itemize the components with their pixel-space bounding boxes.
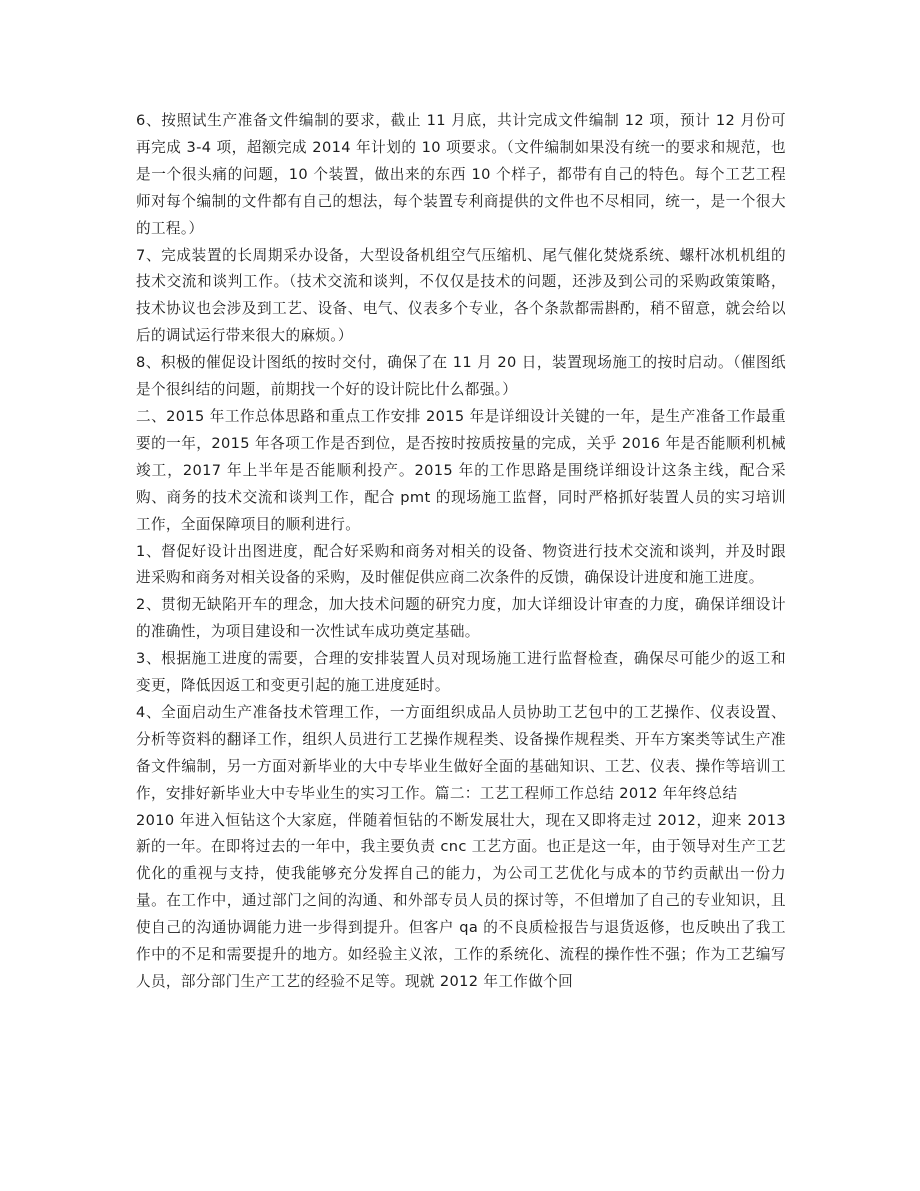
paragraph-item-6: 6、按照试生产准备文件编制的要求，截止 11 月底，共计完成文件编制 12 项，预计 12 月份可再完成 3-4 项，超额完成 2014 年计划的 10 项要求。（文件编制如果没有统一的要求和规范，也是一个很头痛的问题，10 个装置，做出来的东西 10 个样子，都带有自己的特色。每个工艺工程师对每个编制的文件都有自己的想法，每个装置专利商提供的文件也不尽相同，统一，是一个很大的工程。） — [136, 112, 786, 237]
paragraph-plan-4: 4、全面启动生产准备技术管理工作，一方面组织成品人员协助工艺包中的工艺操作、仪表设置、分析等资料的翻译工作，组织人员进行工艺操作规程类、设备操作规程类、开车方案类等试生产准备文件编制，另一方面对新毕业的大中专毕业生做好全面的基础知识、工艺、仪表、操作等培训工作，安排好新毕业大中专毕业生的实习工作。篇二：工艺工程师工作总结 2012 年年终总结 — [136, 703, 786, 802]
paragraph-item-7: 7、完成装置的长周期采办设备，大型设备机组空气压缩机、尾气催化焚烧系统、螺杆冰机机组的技术交流和谈判工作。（技术交流和谈判，不仅仅是技术的问题，还涉及到公司的采购政策策略，技术协议也会涉及到工艺、设备、电气、仪表多个专业，各个条款都需斟酌，稍不留意，就会给以后的调试运行带来很大的麻烦。） — [136, 246, 786, 345]
paragraph-summary-2012: 2010 年进入恒钻这个大家庭，伴随着恒钻的不断发展壮大，现在又即将走过 2012，迎来 2013 新的一年。在即将过去的一年中，我主要负责 cnc 工艺方面。也正是这一年，由于领导对生产工艺优化的重视与支持，使我能够充分发挥自己的能力，为公司工艺优化与成本的节约贡献出一份力量。在工作中，通过部门之间的沟通、和外部专员人员的探讨等，不但增加了自己的专业知识，且使自己的沟通协调能力进一步得到提升。但客户 qa 的不良质检报告与退货返修，也反映出了我工作中的不足和需要提升的地方。如经验主义浓，工作的系统化、流程的操作性不强；作为工艺编写人员，部分部门生产工艺的经验不足等。现就 2012 年工作做个回 — [136, 811, 786, 990]
paragraph-plan-2: 2、贯彻无缺陷开车的理念，加大技术问题的研究力度，加大详细设计审查的力度，确保详细设计的准确性，为项目建设和一次性试车成功奠定基础。 — [136, 596, 786, 641]
paragraph-plan-1: 1、督促好设计出图进度，配合好采购和商务对相关的设备、物资进行技术交流和谈判，并及时跟进采购和商务对相关设备的采购，及时催促供应商二次条件的反馈，确保设计进度和施工进度。 — [136, 542, 786, 587]
paragraph-plan-3: 3、根据施工进度的需要，合理的安排装置人员对现场施工进行监督检查，确保尽可能少的返工和变更，降低因返工和变更引起的施工进度延时。 — [136, 650, 786, 695]
paragraph-item-8: 8、积极的催促设计图纸的按时交付，确保了在 11 月 20 日，装置现场施工的按时启动。（催图纸是个很纠结的问题，前期找一个好的设计院比什么都强。） — [136, 354, 786, 399]
document-body — [136, 108, 786, 996]
section-heading-2015-plan: 二、2015 年工作总体思路和重点工作安排 2015 年是详细设计关键的一年，是生产准备工作最重要的一年，2015 年各项工作是否到位，是否按时按质按量的完成，关乎 2016 年是否能顺利机械竣工，2017 年上半年是否能顺利投产。2015 年的工作思路是围绕详细设计这条主线，配合采购、商务的技术交流和谈判工作，配合 pmt 的现场施工监督，同时严格抓好装置人员的实习培训工作，全面保障项目的顺利进行。 — [136, 407, 786, 533]
